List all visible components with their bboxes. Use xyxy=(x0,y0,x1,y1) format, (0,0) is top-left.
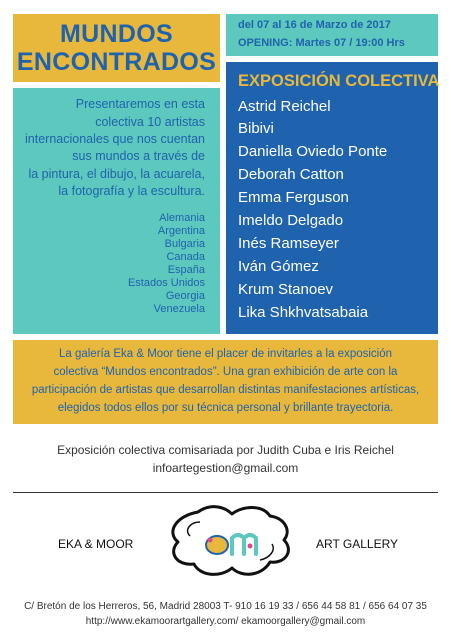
gallery-logo xyxy=(160,500,300,582)
dates-block xyxy=(226,14,438,56)
country-item: Canada xyxy=(166,251,205,263)
artist-name: Deborah Catton xyxy=(238,166,344,183)
artist-name: Iván Gómez xyxy=(238,258,319,275)
intro-line: internacionales que nos cuentan xyxy=(25,132,205,146)
artists-block xyxy=(226,62,438,334)
title-line-1: MUNDOS xyxy=(60,20,173,48)
country-item: Bulgaria xyxy=(164,238,205,250)
exhibition-title xyxy=(13,20,220,76)
invitation-line: La galería Eka & Moor tiene el placer de invitarles a la exposición xyxy=(58,348,393,360)
exhibition-dates: del 07 al 16 de Marzo de 2017 xyxy=(238,19,391,31)
title-line-2: ENCONTRADOS xyxy=(16,48,217,76)
intro-line: la fotografía y la escultura. xyxy=(58,184,205,198)
country-item: Alemania xyxy=(159,212,205,224)
invitation-line: elegidos todos ellos por su técnica personal y brillante trayectoria. xyxy=(57,402,394,414)
intro-line: colectiva 10 artistas xyxy=(95,115,205,129)
title-block xyxy=(13,14,220,82)
artist-name: Bibivi xyxy=(238,120,274,137)
intro-block xyxy=(13,88,220,334)
invitation-line: participación de artistas que desarrollan distintas manifestaciones artísticas, xyxy=(31,384,420,396)
intro-line: la pintura, el dibujo, la acuarela, xyxy=(28,167,205,181)
artist-name: Emma Ferguson xyxy=(238,189,349,206)
artist-name: Imeldo Delgado xyxy=(238,212,344,229)
opening-time: OPENING: Martes 07 / 19:00 Hrs xyxy=(238,37,405,49)
invitation-block xyxy=(13,340,438,424)
artist-name: Krum Stanoev xyxy=(238,281,334,298)
country-item: Argentina xyxy=(157,225,205,237)
curation-text: Exposición colectiva comisariada por Judith Cuba e Iris Reichel xyxy=(57,443,394,457)
gallery-name-right: ART GALLERY xyxy=(316,537,399,551)
country-item: Georgia xyxy=(165,290,205,302)
country-item: Venezuela xyxy=(153,303,205,315)
intro-line: sus mundos a través de xyxy=(72,149,205,163)
intro-line: Presentaremos en esta xyxy=(75,97,205,111)
artist-name: Lika Shkhvatsabaia xyxy=(238,304,369,321)
contact-email[interactable]: infoartegestion@gmail.com xyxy=(152,461,299,475)
gallery-name-left: EKA & MOOR xyxy=(58,537,134,551)
artist-name: Daniella Oviedo Ponte xyxy=(238,143,388,160)
exhibition-heading: EXPOSICIÓN COLECTIVA xyxy=(238,72,440,90)
gallery-web[interactable]: http://www.ekamoorartgallery.com/ ekamoorgallery@gmail.com xyxy=(85,616,366,627)
divider xyxy=(13,492,438,493)
country-item: Estados Unidos xyxy=(127,277,205,289)
invitation-line: colectiva “Mundos encontrados”. Una gran exhibición de arte con la xyxy=(53,366,398,378)
artist-name: Inés Ramseyer xyxy=(238,235,339,252)
artist-name: Astrid Reichel xyxy=(238,98,331,115)
gallery-address: C/ Bretón de los Herreros, 56, Madrid 28003 T- 910 16 19 33 / 656 44 58 81 / 656 64 07 35 xyxy=(24,601,427,612)
country-item: España xyxy=(167,264,205,276)
